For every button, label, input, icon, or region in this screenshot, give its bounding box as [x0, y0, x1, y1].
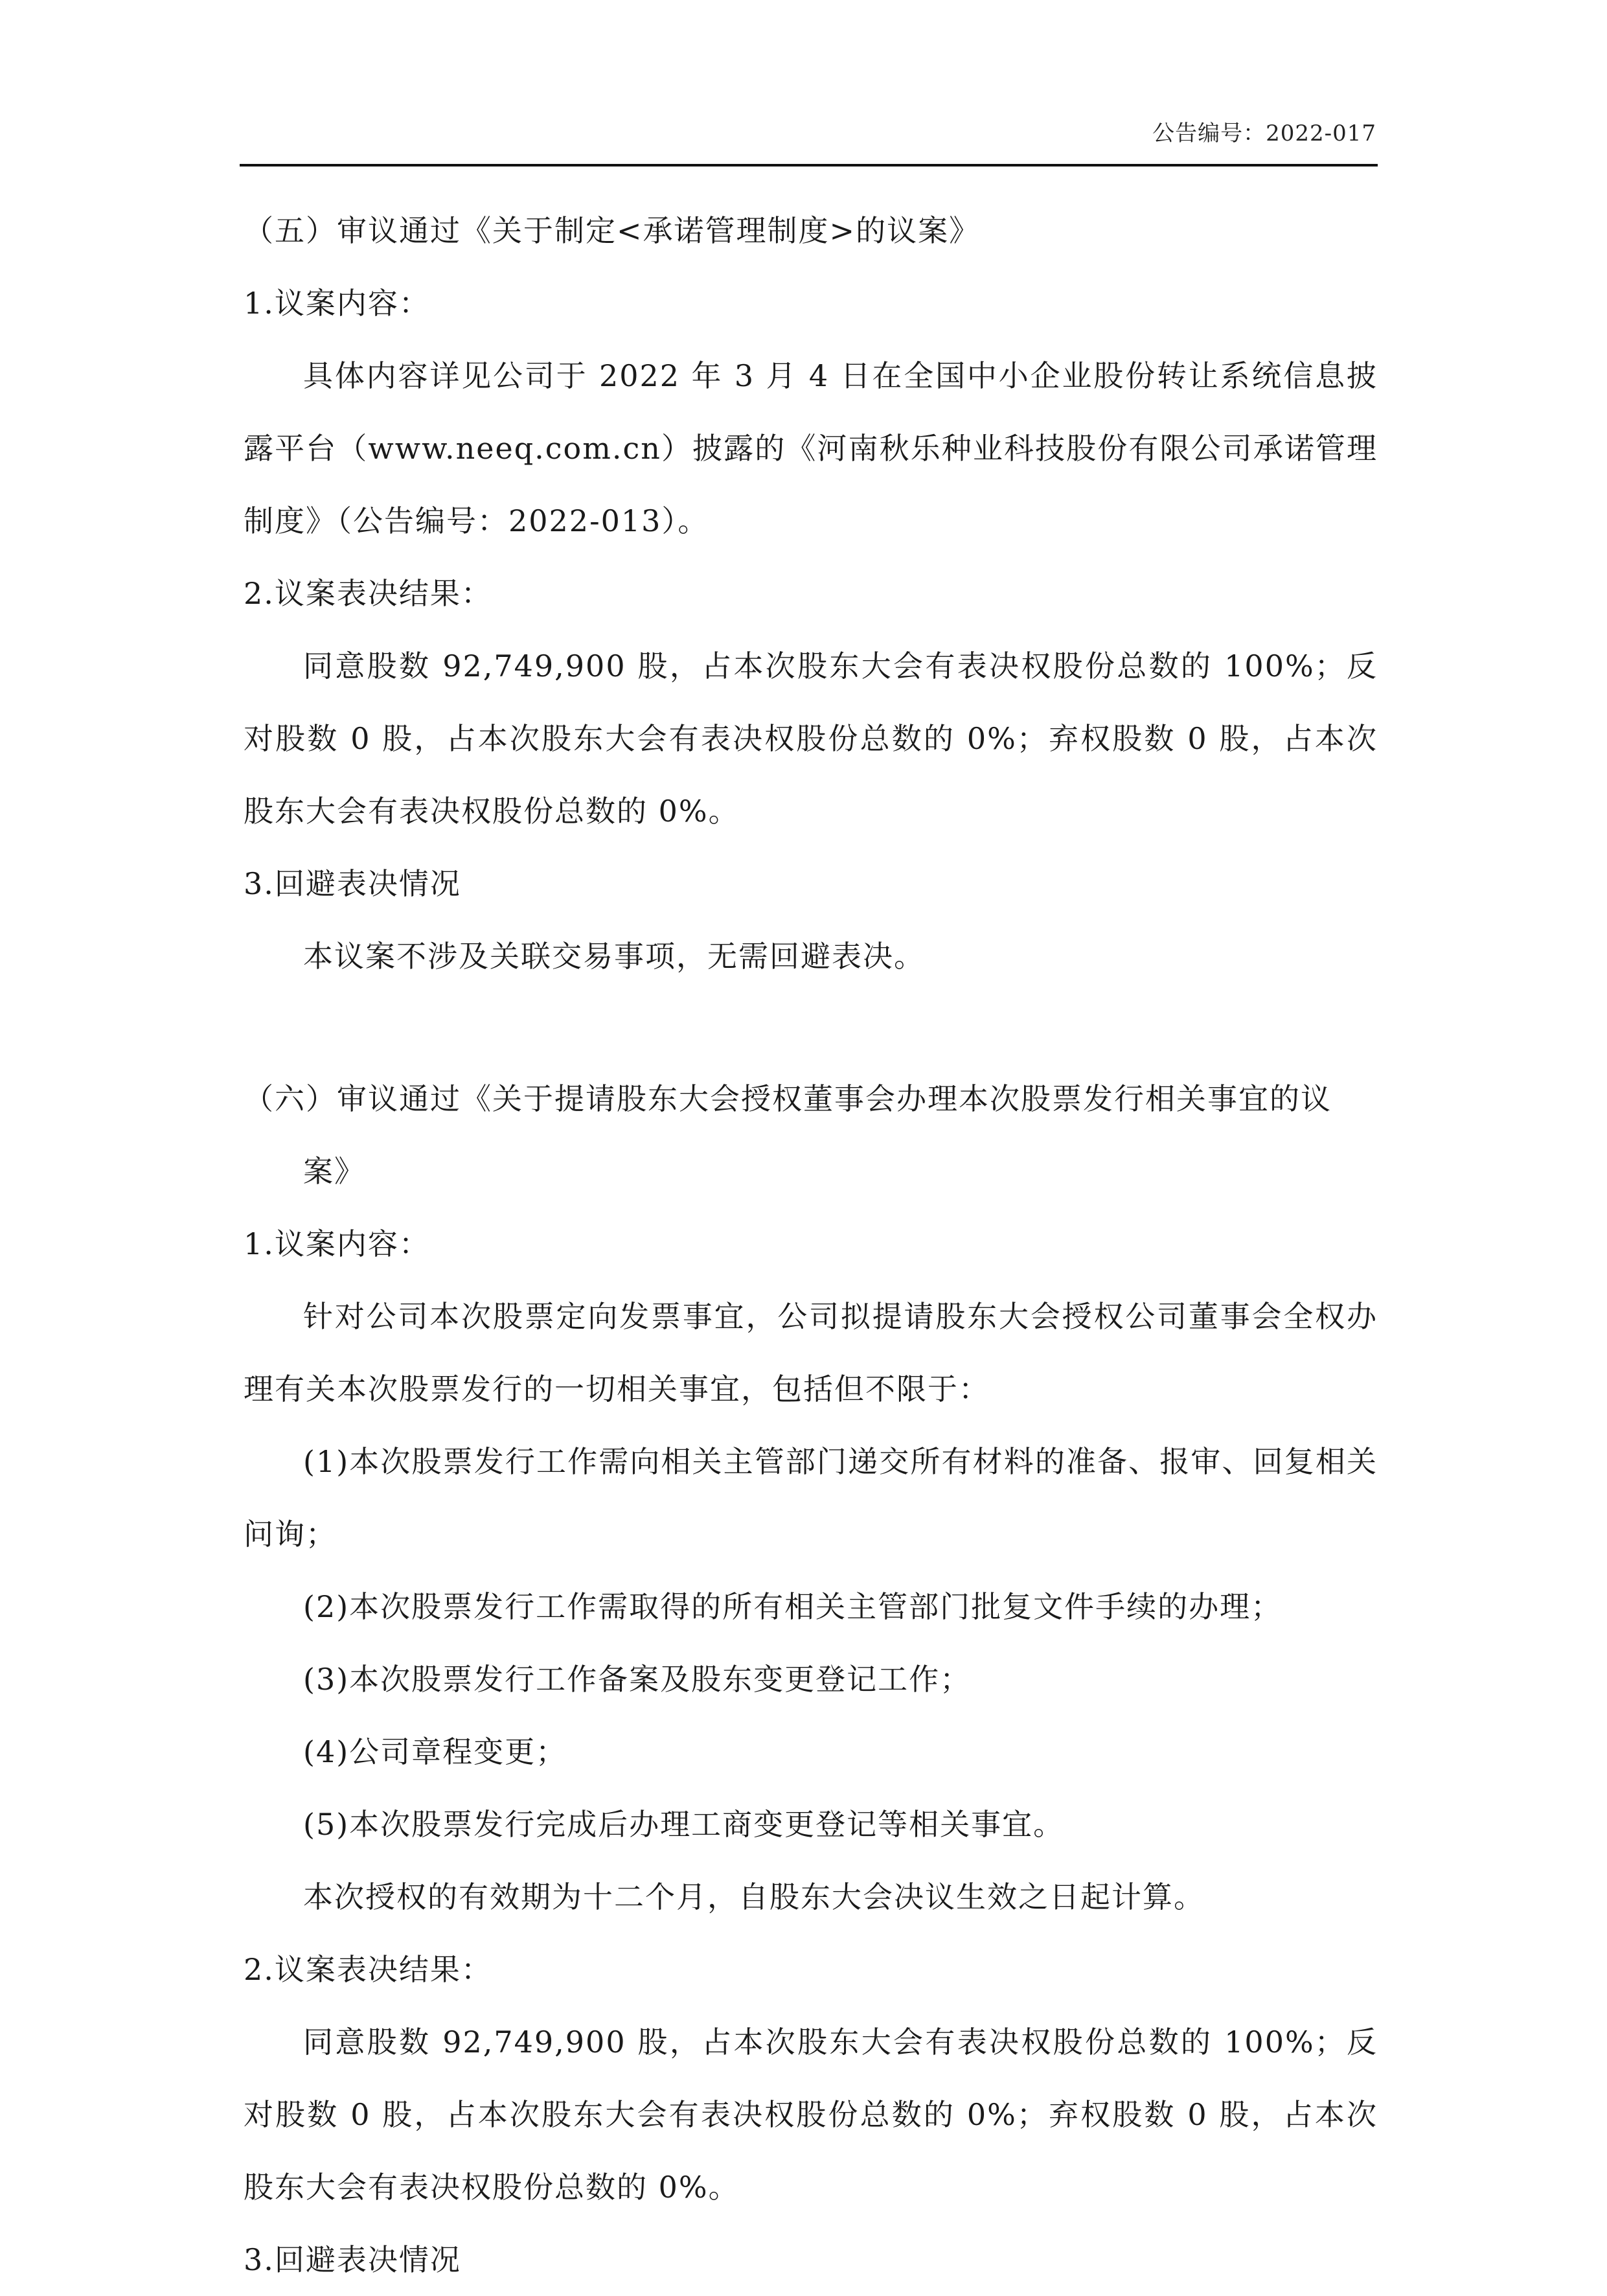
- section-6-vote-label: 2.议案表决结果：: [244, 1952, 492, 1987]
- section-5-recusal-label: 3.回避表决情况: [244, 866, 461, 901]
- section-6-title: （六）审议通过《关于提请股东大会授权董事会办理本次股票发行相关事宜的议案》: [244, 1081, 1332, 1189]
- document-body: [244, 194, 1378, 2296]
- section-6-item-1: (1)本次股票发行工作需向相关主管部门递交所有材料的准备、报审、回复相关问询；: [244, 1444, 1378, 1552]
- section-5-content-text: 具体内容详见公司于 2022 年 3 月 4 日在全国中小企业股份转让系统信息披露平台（www.neeq.com.cn）披露的《河南秋乐种业科技股份有限公司承诺管理制度》（公告编号：2022-013）。: [244, 358, 1378, 538]
- section-6-vote-text: 同意股数 92,749,900 股，占本次股东大会有表决权股份总数的 100%；反对股数 0 股，占本次股东大会有表决权股份总数的 0%；弃权股数 0 股，占本次股东大会有表决权股份总数的 0%。: [244, 2025, 1378, 2205]
- section-6-recusal-label: 3.回避表决情况: [244, 2242, 461, 2277]
- section-6-validity-text: 本次授权的有效期为十二个月，自股东大会决议生效之日起计算。: [303, 1879, 1205, 1914]
- header-divider: [240, 164, 1378, 166]
- section-6-item-3: (3)本次股票发行工作备案及股东变更登记工作；: [303, 1662, 972, 1697]
- section-5-content-label: 1.议案内容：: [244, 286, 430, 321]
- section-5-title: （五）审议通过《关于制定<承诺管理制度>的议案》: [244, 213, 981, 248]
- section-5-recusal-text: 本议案不涉及关联交易事项，无需回避表决。: [303, 939, 925, 974]
- section-gap: [244, 993, 1378, 1062]
- section-5-vote-text: 同意股数 92,749,900 股，占本次股东大会有表决权股份总数的 100%；反对股数 0 股，占本次股东大会有表决权股份总数的 0%；弃权股数 0 股，占本次股东大会有表决权股份总数的 0%。: [244, 649, 1378, 829]
- section-6-content-intro: 针对公司本次股票定向发票事宜，公司拟提请股东大会授权公司董事会全权办理有关本次股票发行的一切相关事宜，包括但不限于：: [244, 1299, 1378, 1406]
- section-6-item-4: (4)公司章程变更；: [303, 1734, 567, 1769]
- section-6-item-5: (5)本次股票发行完成后办理工商变更登记等相关事宜。: [303, 1807, 1065, 1842]
- section-6-content-label: 1.议案内容：: [244, 1226, 430, 1261]
- section-5-vote-label: 2.议案表决结果：: [244, 576, 492, 611]
- section-6-item-2: (2)本次股票发行工作需取得的所有相关主管部门批复文件手续的办理；: [303, 1589, 1282, 1624]
- announcement-number: 公告编号：2022-017: [1152, 121, 1376, 146]
